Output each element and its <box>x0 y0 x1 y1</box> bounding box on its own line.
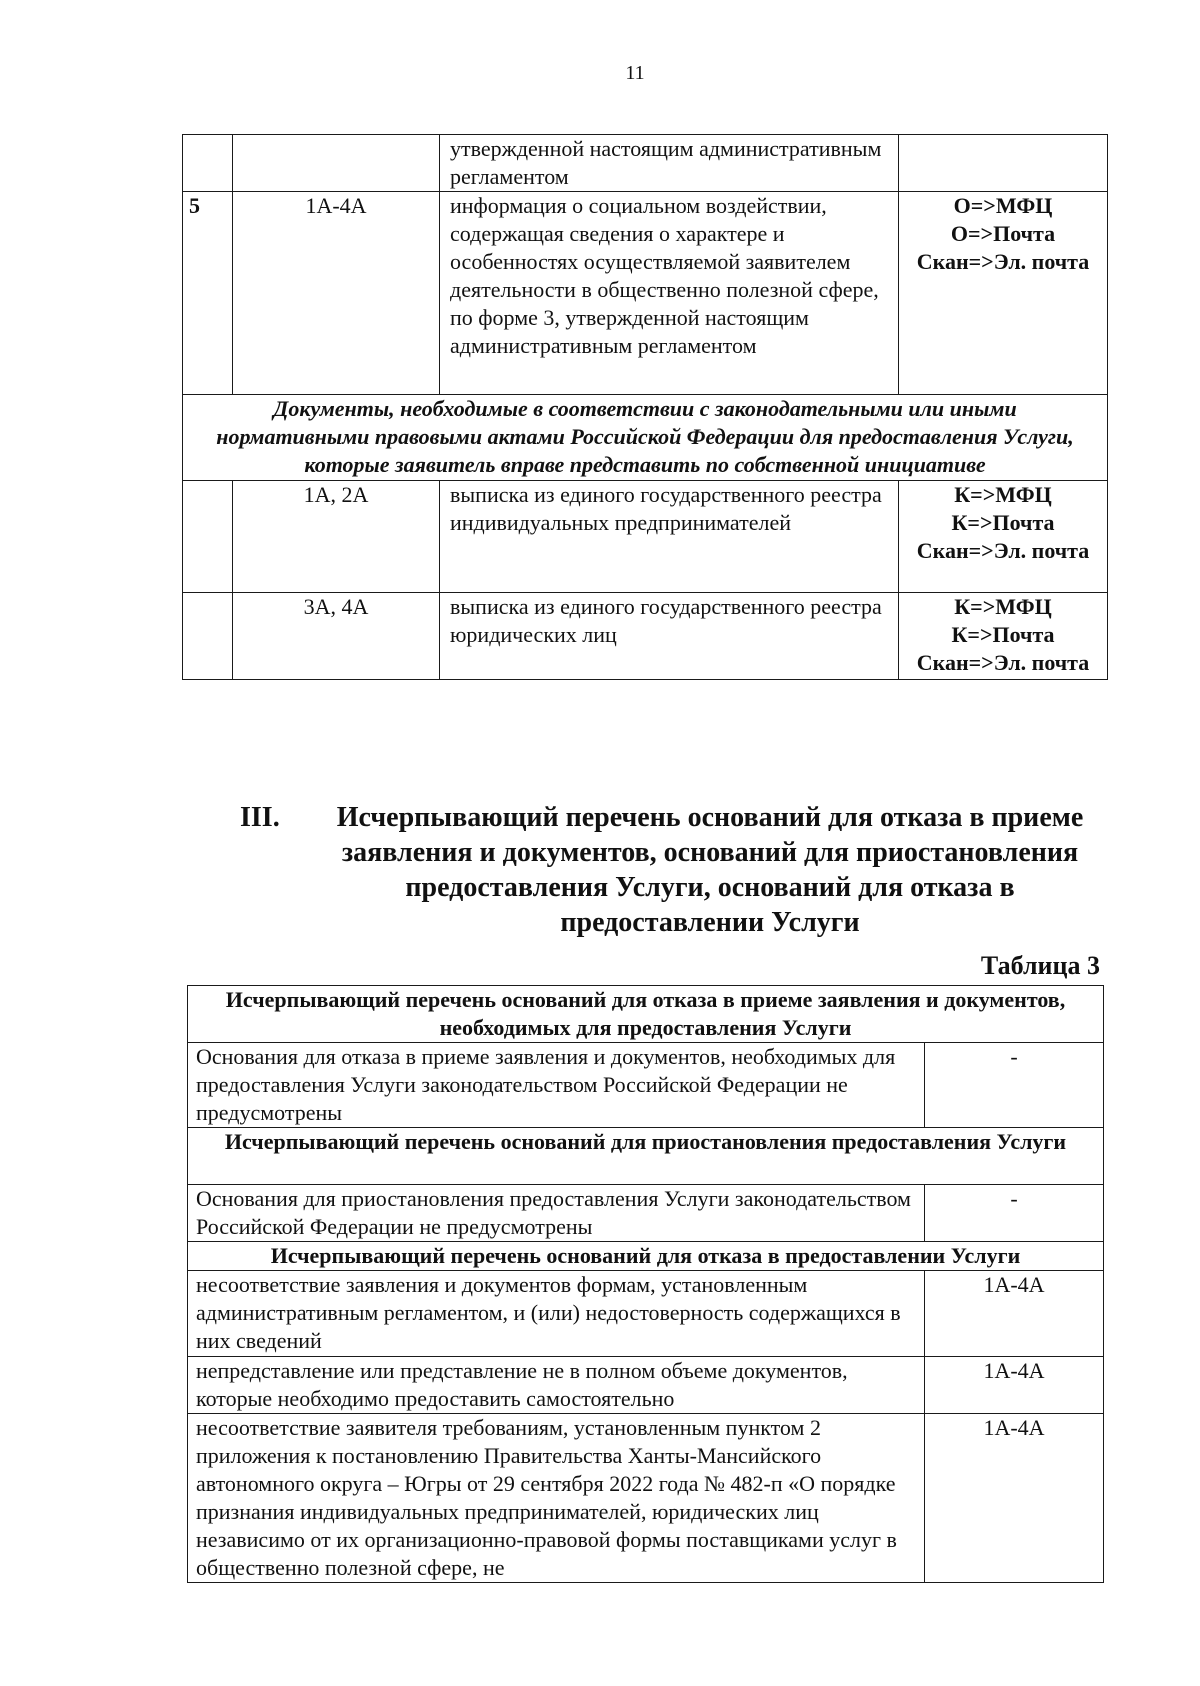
submission-method: О=>Почта <box>950 221 1056 246</box>
group-heading-row <box>188 1242 1104 1271</box>
table-row <box>183 593 1108 680</box>
ground-text: Основания для приостановления предоставления Услуги законодательством Российской Федерации не предусмотрены <box>188 1185 925 1242</box>
submission-method: К=>Почта <box>951 622 1055 647</box>
refusal-grounds-table <box>187 985 1104 1583</box>
table-row <box>188 1271 1104 1357</box>
row-number <box>183 593 233 680</box>
section-heading-row <box>183 395 1108 481</box>
submission-method: Скан=>Эл. почта <box>916 538 1090 563</box>
row-number: 5 <box>183 192 233 395</box>
table-label: Таблица 3 <box>980 951 1100 980</box>
ground-applicability: - <box>925 1185 1104 1242</box>
group-heading-row <box>188 1128 1104 1185</box>
group-heading: Исчерпывающий перечень оснований для отказа в предоставлении Услуги <box>188 1242 1104 1271</box>
document-name: утвержденной настоящим административным регламентом <box>440 135 899 192</box>
document-name: выписка из единого государственного реестра индивидуальных предпринимателей <box>440 481 899 593</box>
table-row <box>188 1043 1104 1128</box>
table-row <box>188 1185 1104 1242</box>
row-number <box>183 481 233 593</box>
ground-applicability: 1А-4А <box>925 1271 1104 1357</box>
row-number <box>183 135 233 192</box>
submission-methods <box>899 135 1108 192</box>
documents-table <box>182 134 1108 680</box>
group-heading: Исчерпывающий перечень оснований для отказа в приеме заявления и документов, необходимых для предоставления Услуги <box>188 986 1104 1043</box>
ground-text: Основания для отказа в приеме заявления и документов, необходимых для предоставления Услуги законодательством Российской Федерации не предусмотрены <box>188 1043 925 1128</box>
submission-method: К=>МФЦ <box>954 594 1052 619</box>
section-number: III. <box>240 802 280 833</box>
table-row <box>183 135 1108 192</box>
applicant-category: 1А-4А <box>233 192 440 395</box>
section-heading: Документы, необходимые в соответствии с законодательными или иными нормативными правовыми актами Российской Федерации для предоставления Услуги, которые заявитель вправе представить по собственной инициативе <box>183 395 1108 481</box>
ground-applicability: 1А-4А <box>925 1414 1104 1583</box>
applicant-category <box>233 135 440 192</box>
applicant-category: 3А, 4А <box>233 593 440 680</box>
ground-applicability: 1А-4А <box>925 1357 1104 1414</box>
submission-methods <box>899 593 1108 680</box>
ground-text: несоответствие заявления и документов формам, установленным административным регламентом, и (или) недостоверность содержащихся в них сведений <box>188 1271 925 1357</box>
document-name: информация о социальном воздействии, содержащая сведения о характере и особенностях осуществляемой заявителем деятельности в общественно полезной сфере, по форме 3, утвержденной настоящим административным регламентом <box>440 192 899 395</box>
ground-applicability: - <box>925 1043 1104 1128</box>
applicant-category: 1А, 2А <box>233 481 440 593</box>
submission-method: К=>МФЦ <box>954 482 1052 507</box>
submission-methods <box>899 481 1108 593</box>
submission-method: О=>МФЦ <box>953 193 1053 218</box>
document-name: выписка из единого государственного реестра юридических лиц <box>440 593 899 680</box>
table-row <box>183 481 1108 593</box>
submission-method: К=>Почта <box>951 510 1055 535</box>
ground-text: непредставление или представление не в полном объеме документов, которые необходимо предоставить самостоятельно <box>188 1357 925 1414</box>
page-number: 11 <box>625 62 645 84</box>
section-title <box>240 800 1110 940</box>
group-heading-row <box>188 986 1104 1043</box>
submission-method: Скан=>Эл. почта <box>916 650 1090 675</box>
submission-method: Скан=>Эл. почта <box>916 249 1090 274</box>
submission-methods <box>899 192 1108 395</box>
table-row <box>183 192 1108 395</box>
section-title-text: Исчерпывающий перечень оснований для отказа в приеме заявления и документов, оснований для приостановления предоставления Услуги, оснований для отказа в предоставлении Услуги <box>336 802 1084 938</box>
group-heading: Исчерпывающий перечень оснований для приостановления предоставления Услуги <box>188 1128 1104 1185</box>
ground-text: несоответствие заявителя требованиям, установленным пунктом 2 приложения к постановлению Правительства Ханты-Мансийского автономного округа – Югры от 29 сентября 2022 года № 482-п «О порядке признания индивидуальных предпринимателей, юридических лиц независимо от их организационно-правовой формы поставщиками услуг в общественно полезной сфере, не <box>188 1414 925 1583</box>
table-row <box>188 1414 1104 1583</box>
table-row <box>188 1357 1104 1414</box>
